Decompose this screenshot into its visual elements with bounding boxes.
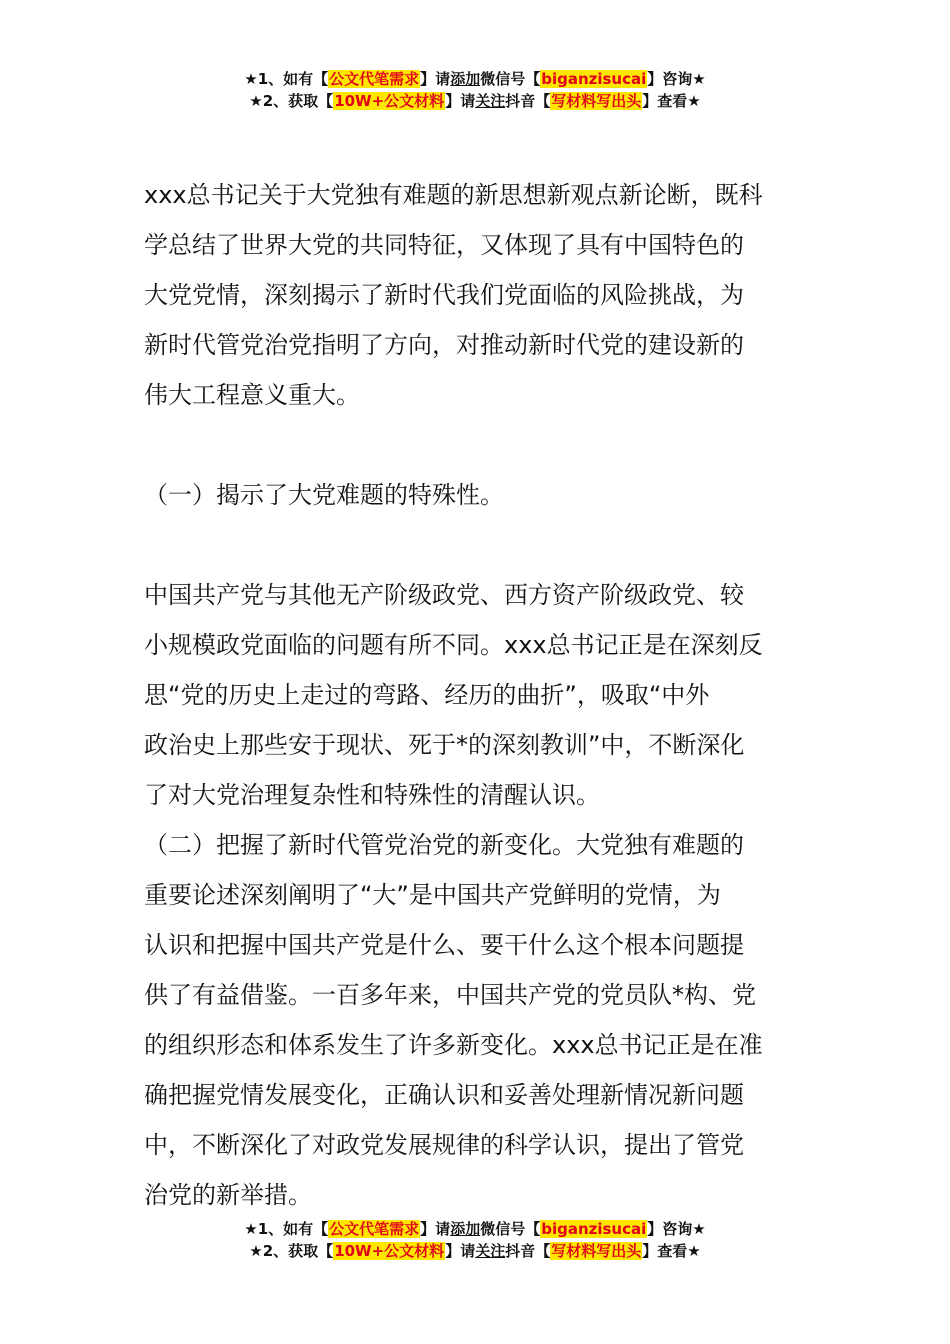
banner-line-1 [0,1218,950,1240]
banner-text: 】咨询★ [647,1220,706,1238]
section-heading-1: （一）揭示了大党难题的特殊性。 [144,481,504,509]
banner-text: 】咨询★ [647,70,706,88]
text-line: 中国共产党与其他无产阶级政党、西方资产阶级政党、较 [144,581,744,609]
banner-highlight: 公文代笔需求 [329,70,420,88]
text-line: xxx总书记关于大党独有难题的新思想新观点新论断，既科 [144,181,763,209]
banner-highlight: 10W+公文材料 [334,1242,445,1260]
banner-text: 抖音【 [505,92,551,110]
text-line: 思“党的历史上走过的弯路、经历的曲折”，吸取“中外 [144,681,710,709]
text-line: 政治史上那些安于现状、死于*的深刻教训”中，不断深化 [144,731,745,759]
banner-highlight: biganzisucai [541,70,647,88]
banner-line-1 [0,68,950,90]
banner-text: 】请 [420,1220,451,1238]
header-banner [0,68,950,112]
text-line: 中，不断深化了对政党发展规律的科学认识，提出了管党 [144,1131,744,1159]
banner-text: 微信号【 [480,70,541,88]
banner-line-2 [0,1240,950,1262]
paragraph-2 [144,570,812,820]
text-line: 伟大工程意义重大。 [144,381,360,409]
banner-text: ★2、获取【 [249,92,334,110]
text-line: 供了有益借鉴。一百多年来，中国共产党的党员队*构、党 [144,981,756,1009]
banner-text: 】请 [420,70,451,88]
paragraph-3 [144,820,812,1220]
banner-highlight: biganzisucai [541,1220,647,1238]
text-line: 认识和把握中国共产党是什么、要干什么这个根本问题提 [144,931,744,959]
spacer [144,520,812,570]
text-line: 治党的新举措。 [144,1181,312,1209]
banner-underlined: 关注 [475,92,506,110]
spacer [144,420,812,470]
text-line: 新时代管党治党指明了方向，对推动新时代党的建设新的 [144,331,744,359]
banner-underlined: 添加 [450,1220,481,1238]
banner-text: 】请 [445,92,476,110]
banner-underlined: 关注 [475,1242,506,1260]
banner-text: 】查看★ [642,92,701,110]
paragraph-1 [144,170,812,420]
document-body [144,170,812,1220]
text-line: 确把握党情发展变化，正确认识和妥善处理新情况新问题 [144,1081,744,1109]
banner-text: ★1、如有【 [244,70,329,88]
banner-text: 】查看★ [642,1242,701,1260]
banner-line-2 [0,90,950,112]
banner-text: ★2、获取【 [249,1242,334,1260]
banner-highlight: 写材料写出头 [551,92,642,110]
banner-text: 】请 [445,1242,476,1260]
text-line: 小规模政党面临的问题有所不同。xxx总书记正是在深刻反 [144,631,763,659]
banner-highlight: 10W+公文材料 [334,92,445,110]
text-line: 大党党情，深刻揭示了新时代我们党面临的风险挑战，为 [144,281,744,309]
footer-banner [0,1218,950,1262]
text-line: （二）把握了新时代管党治党的新变化。大党独有难题的 [144,831,744,859]
text-line: 学总结了世界大党的共同特征，又体现了具有中国特色的 [144,231,744,259]
banner-underlined: 添加 [450,70,481,88]
banner-text: 微信号【 [480,1220,541,1238]
banner-text: ★1、如有【 [244,1220,329,1238]
text-line: 重要论述深刻阐明了“大”是中国共产党鲜明的党情，为 [144,881,721,909]
text-line: 了对大党治理复杂性和特殊性的清醒认识。 [144,781,600,809]
banner-highlight: 公文代笔需求 [329,1220,420,1238]
banner-highlight: 写材料写出头 [551,1242,642,1260]
text-line: 的组织形态和体系发生了许多新变化。xxx总书记正是在准 [144,1031,763,1059]
banner-text: 抖音【 [505,1242,551,1260]
